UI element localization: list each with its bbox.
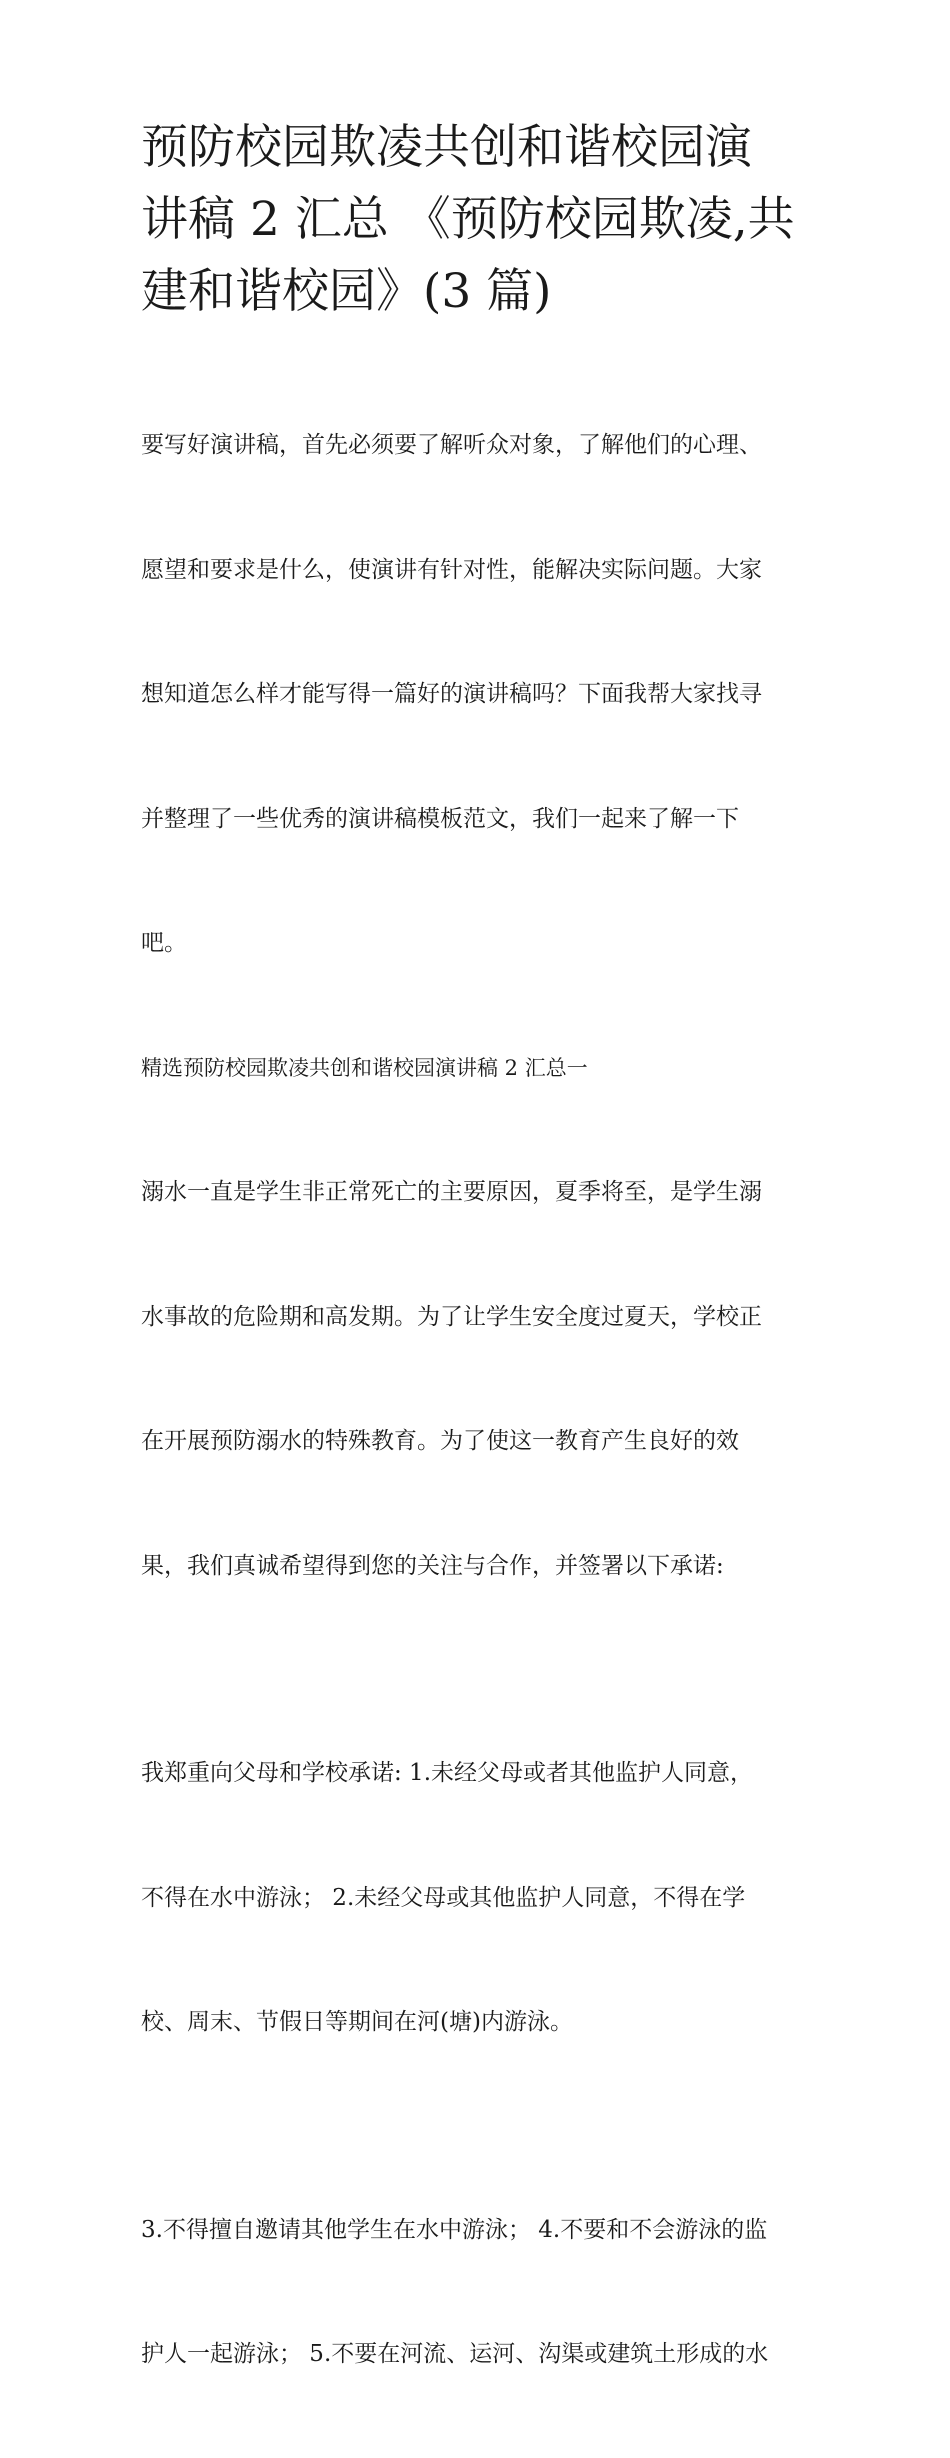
intro-line: 想知道怎么样才能写得一篇好的演讲稿吗？下面我帮大家找寻 <box>141 674 821 716</box>
body-line: 果，我们真诚希望得到您的关注与合作，并签署以下承诺: <box>141 1546 821 1588</box>
body-line: 水事故的危险期和高发期。为了让学生安全度过夏天，学校正 <box>141 1297 821 1339</box>
body-line: 不得在水中游泳； 2.未经父母或其他监护人同意，不得在学 <box>141 1878 821 1920</box>
body-line: 护人一起游泳； 5.不要在河流、运河、沟渠或建筑土形成的水 <box>141 2334 821 2376</box>
body-paragraph <box>141 1089 821 1670</box>
intro-paragraph <box>141 342 821 1048</box>
body-line: 溺水一直是学生非正常死亡的主要原因，夏季将至，是学生溺 <box>141 1172 821 1214</box>
intro-line: 吧。 <box>141 923 821 965</box>
body-paragraph <box>141 1670 821 2127</box>
document-content <box>141 112 821 2458</box>
title-line: 讲稿 2 汇总 《预防校园欺凌,共 <box>141 184 821 256</box>
intro-line: 并整理了一些优秀的演讲稿模板范文，我们一起来了解一下 <box>141 799 821 841</box>
body-line: 3.不得擅自邀请其他学生在水中游泳； 4.不要和不会游泳的监 <box>141 2210 821 2252</box>
intro-line: 要写好演讲稿，首先必须要了解听众对象，了解他们的心理、 <box>141 425 821 467</box>
title-line: 建和谐校园》(3 篇) <box>141 256 821 328</box>
document-title <box>141 112 821 328</box>
body-line: 校、周末、节假日等期间在河(塘)内游泳。 <box>141 2002 821 2044</box>
body-paragraph <box>141 2127 821 2458</box>
intro-line: 愿望和要求是什么，使演讲有针对性，能解决实际问题。大家 <box>141 550 821 592</box>
title-line: 预防校园欺凌共创和谐校园演 <box>141 112 821 184</box>
body-line: 我郑重向父母和学校承诺: 1.未经父母或者其他监护人同意， <box>141 1753 821 1795</box>
body-line: 在开展预防溺水的特殊教育。为了使这一教育产生良好的效 <box>141 1421 821 1463</box>
section-heading: 精选预防校园欺凌共创和谐校园演讲稿 2 汇总一 <box>141 1048 821 1090</box>
